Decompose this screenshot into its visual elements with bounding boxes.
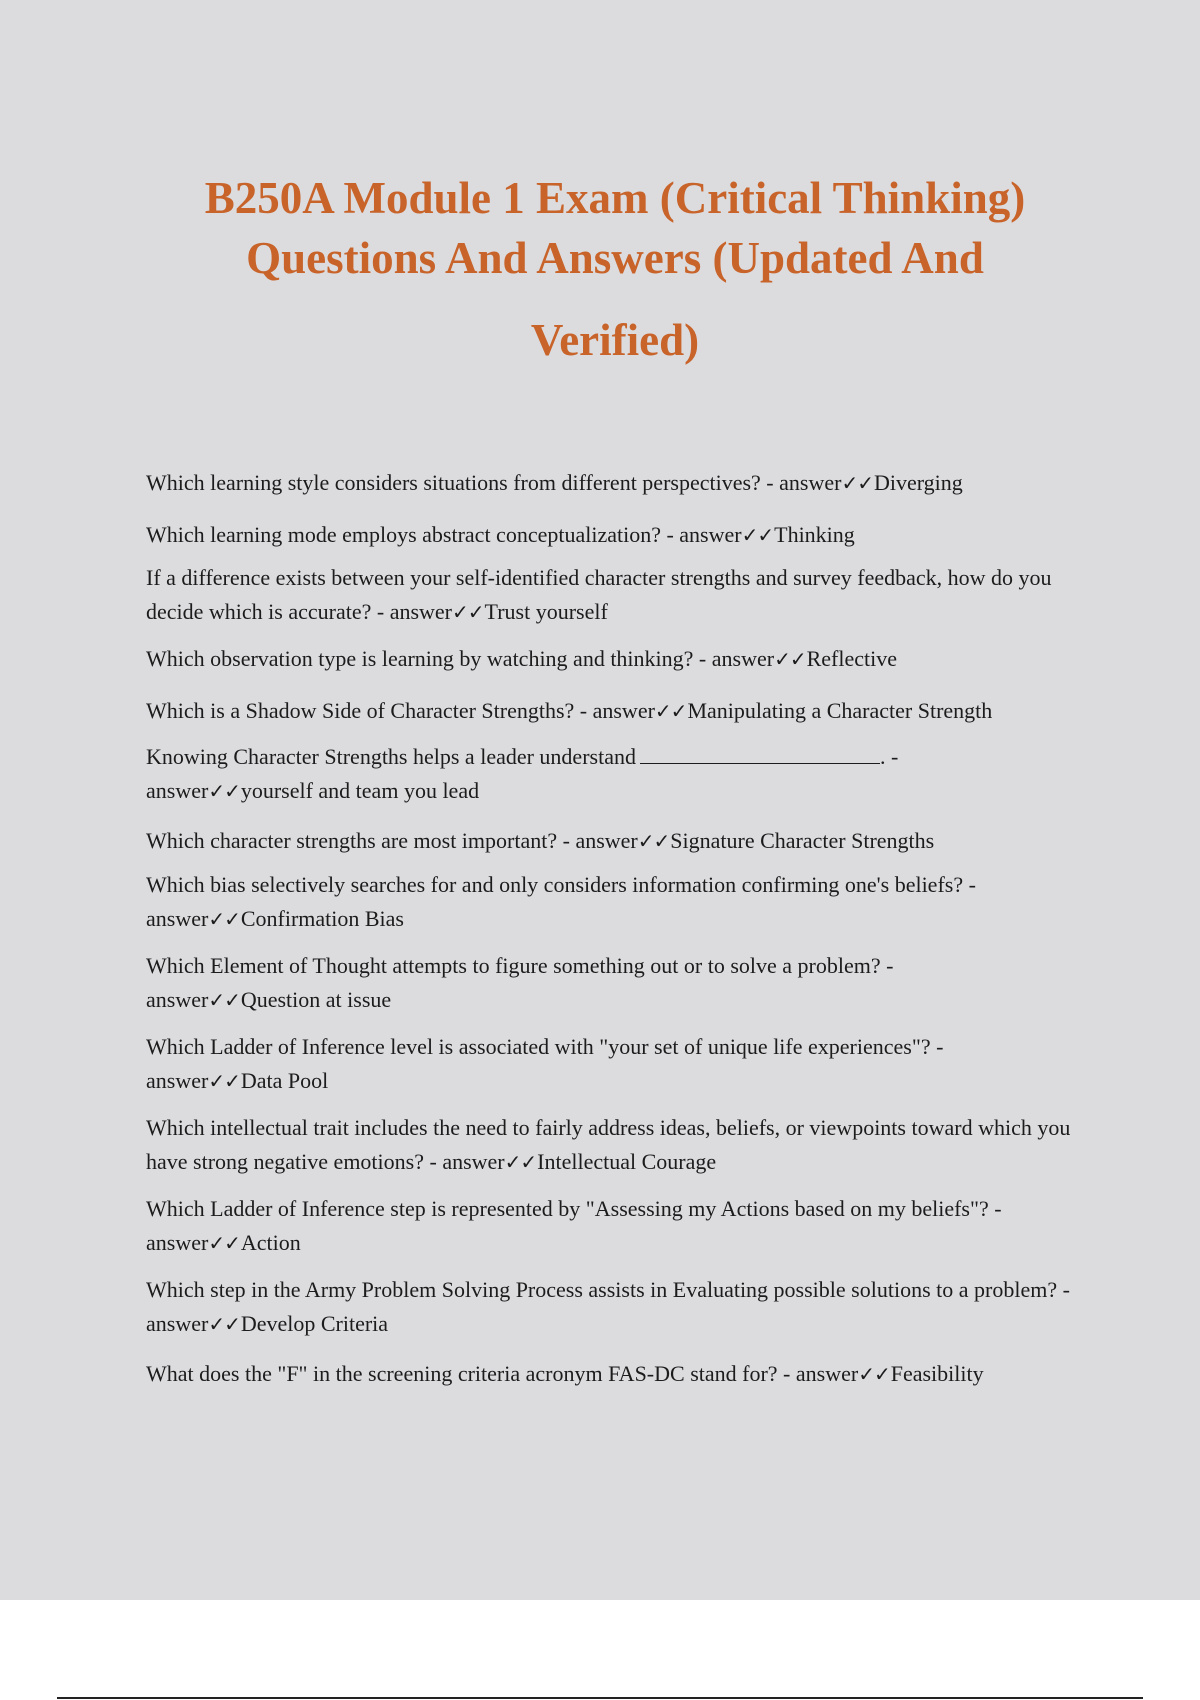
question-tail: . - — [879, 744, 899, 769]
qa-item — [146, 561, 1096, 629]
question-text: Which intellectual trait includes the need to fairly address ideas, beliefs, or viewpoints toward which you have strong negative emotions? - — [146, 1115, 1071, 1174]
question-text: Which learning mode employs abstract conceptualization? - — [146, 522, 680, 547]
double-check-icon: ✓✓ — [452, 600, 484, 624]
answer-prefix: answer — [389, 599, 453, 624]
qa-item — [146, 824, 1096, 858]
double-check-icon: ✓✓ — [208, 779, 240, 803]
double-check-icon: ✓✓ — [208, 907, 240, 931]
answer-prefix: answer — [146, 1311, 209, 1336]
question-text: Which character strengths are most important? - — [146, 828, 576, 853]
double-check-icon: ✓✓ — [208, 1231, 240, 1255]
qa-item — [146, 1111, 1096, 1179]
double-check-icon: ✓✓ — [637, 829, 670, 853]
page-bottom-rule — [57, 1697, 1143, 1699]
qa-item — [146, 1192, 1096, 1260]
answer-prefix: answer — [442, 1149, 505, 1174]
qa-item — [146, 694, 1096, 728]
question-text: What does the "F" in the screening criteria acronym FAS-DC stand for? - — [146, 1361, 796, 1386]
answer-text: Question at issue — [240, 987, 392, 1012]
answer-prefix: answer — [575, 828, 638, 853]
double-check-icon: ✓✓ — [841, 471, 873, 495]
answer-prefix: answer — [592, 698, 655, 723]
question-text: Which learning style considers situations from different perspectives? - — [146, 470, 780, 495]
double-check-icon: ✓✓ — [654, 699, 687, 723]
answer-prefix: answer — [146, 1068, 209, 1093]
double-check-icon: ✓✓ — [208, 1069, 240, 1093]
title-line-1: B250A Module 1 Exam (Critical Thinking) — [204, 173, 1026, 223]
answer-text: Reflective — [806, 646, 897, 671]
qa-item — [146, 466, 1096, 500]
double-check-icon: ✓✓ — [741, 523, 774, 547]
answer-prefix: answer — [146, 778, 209, 803]
question-text: Which observation type is learning by watching and thinking? - — [146, 646, 712, 671]
answer-text: Confirmation Bias — [240, 906, 404, 931]
answer-text: Thinking — [774, 522, 855, 547]
answer-prefix: answer — [779, 470, 842, 495]
qa-item — [146, 642, 1096, 676]
answer-prefix: answer — [795, 1361, 859, 1386]
answer-text: Signature Character Strengths — [670, 828, 935, 853]
qa-item — [146, 1357, 1096, 1391]
document-title — [150, 168, 1080, 370]
answer-prefix: answer — [146, 987, 209, 1012]
question-text: Which Element of Thought attempts to figure something out or to solve a problem? - — [146, 953, 894, 978]
double-check-icon: ✓✓ — [774, 647, 806, 671]
question-text: If a difference exists between your self-identified character strengths and survey feedback, how do you decide which is accurate? - — [146, 565, 1052, 624]
fill-in-blank — [640, 743, 880, 764]
qa-item — [146, 949, 1096, 1017]
double-check-icon: ✓✓ — [504, 1150, 537, 1174]
question-text: Which step in the Army Problem Solving Process assists in Evaluating possible solutions to a problem? - — [146, 1277, 1070, 1302]
question-text: Which Ladder of Inference level is associated with "your set of unique life experiences"? - — [146, 1034, 944, 1059]
answer-text: Action — [240, 1230, 301, 1255]
title-line-2: Questions And Answers (Updated And — [246, 233, 984, 283]
qa-item — [146, 868, 1096, 936]
question-text: Which Ladder of Inference step is represented by "Assessing my Actions based on my beliefs"? - — [146, 1196, 1002, 1221]
double-check-icon: ✓✓ — [858, 1362, 890, 1386]
answer-text: Feasibility — [890, 1361, 984, 1386]
title-line-3: Verified) — [530, 315, 700, 365]
answer-prefix: answer — [146, 906, 209, 931]
answer-prefix: answer — [711, 646, 775, 671]
qa-item — [146, 1273, 1096, 1341]
question-answer-list — [146, 466, 1096, 1409]
answer-text: Intellectual Courage — [537, 1149, 717, 1174]
answer-text: Trust yourself — [484, 599, 608, 624]
answer-prefix: answer — [146, 1230, 209, 1255]
answer-text: Manipulating a Character Strength — [687, 698, 993, 723]
answer-text: Data Pool — [240, 1068, 329, 1093]
double-check-icon: ✓✓ — [208, 988, 240, 1012]
question-text: Which bias selectively searches for and only considers information confirming one's beliefs? - — [146, 872, 976, 897]
answer-text: yourself and team you lead — [240, 778, 480, 803]
answer-text: Develop Criteria — [240, 1311, 389, 1336]
qa-item — [146, 518, 1096, 552]
question-text: Knowing Character Strengths helps a leader understand — [146, 744, 636, 769]
answer-text: Diverging — [873, 470, 963, 495]
double-check-icon: ✓✓ — [208, 1312, 240, 1336]
qa-item — [146, 740, 1096, 808]
answer-prefix: answer — [679, 522, 742, 547]
qa-item — [146, 1030, 1096, 1098]
question-text: Which is a Shadow Side of Character Strengths? - — [146, 698, 593, 723]
